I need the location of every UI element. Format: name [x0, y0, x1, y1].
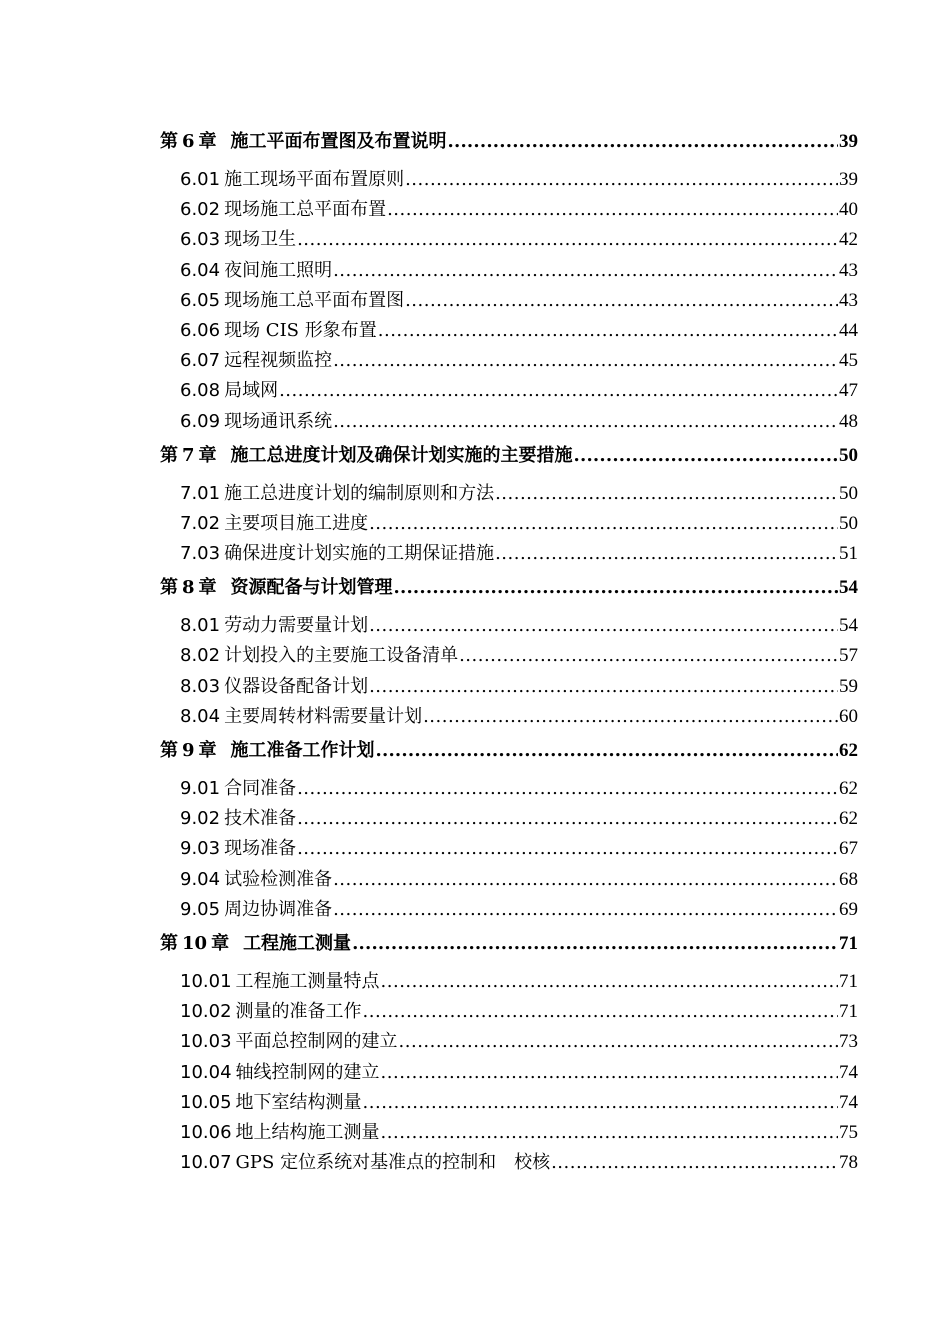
section-number: 10.05	[180, 1091, 232, 1113]
section-label	[180, 225, 296, 255]
section-number: 8.01	[180, 615, 221, 637]
toc-section-entry[interactable]	[160, 804, 858, 834]
section-title: 局域网	[224, 380, 279, 402]
table-of-contents	[160, 126, 858, 1178]
chapter-suffix: 章	[198, 131, 217, 152]
toc-section-entry[interactable]	[160, 407, 858, 437]
toc-chapter-entry[interactable]	[160, 735, 858, 767]
section-number: 9.03	[180, 838, 221, 860]
toc-section-entry[interactable]	[160, 967, 858, 997]
section-title: 现场通讯系统	[224, 410, 333, 432]
section-page-number: 42	[839, 229, 858, 251]
section-page-number: 51	[839, 543, 858, 565]
section-page-number: 48	[839, 410, 858, 432]
section-title: 现场 CIS 形象布置	[224, 319, 377, 341]
section-title: 现场卫生	[224, 229, 297, 251]
chapter-title: 资源配备与计划管理	[230, 577, 393, 599]
section-number: 6.02	[180, 199, 221, 221]
chapter-label	[160, 928, 351, 960]
section-label	[180, 702, 422, 732]
dot-leader	[551, 1148, 838, 1178]
section-label	[180, 834, 296, 864]
section-label	[180, 346, 332, 376]
section-number: 7.03	[180, 543, 221, 565]
section-title: 仪器设备配备计划	[224, 675, 369, 697]
section-number: 6.09	[180, 410, 221, 432]
chapter-number: 7	[182, 444, 195, 466]
section-title: 夜间施工照明	[224, 259, 333, 281]
section-title: 平面总控制网的建立	[235, 1031, 398, 1053]
section-number: 10.03	[180, 1031, 232, 1053]
section-page-number: 54	[839, 615, 858, 637]
section-label	[180, 967, 380, 997]
section-number: 9.05	[180, 898, 221, 920]
section-page-number: 69	[839, 898, 858, 920]
section-label	[180, 804, 296, 834]
toc-section-entry[interactable]	[160, 641, 858, 671]
section-number: 8.02	[180, 645, 221, 667]
section-page-number: 50	[839, 512, 858, 534]
chapter-prefix: 第	[160, 577, 178, 599]
toc-section-entry[interactable]	[160, 611, 858, 641]
dot-leader	[376, 735, 838, 767]
chapter-title: 工程施工测量	[243, 932, 352, 954]
dot-leader	[387, 195, 838, 225]
section-title: 主要项目施工进度	[224, 512, 369, 534]
toc-section-entry[interactable]	[160, 286, 858, 316]
dot-leader	[405, 286, 838, 316]
chapter-label	[160, 735, 375, 767]
section-number: 9.04	[180, 868, 221, 890]
section-label	[180, 641, 458, 671]
section-label	[180, 865, 332, 895]
dot-leader	[297, 774, 838, 804]
section-number: 8.03	[180, 675, 221, 697]
chapter-page-number: 54	[839, 577, 858, 599]
section-label	[180, 509, 368, 539]
chapter-title: 施工准备工作计划	[230, 740, 375, 761]
section-title: 劳动力需要量计划	[224, 615, 369, 637]
toc-chapter-entry[interactable]	[160, 440, 858, 472]
section-label	[180, 611, 368, 641]
dot-leader	[333, 895, 838, 925]
section-page-number: 73	[839, 1031, 858, 1053]
section-number: 6.03	[180, 229, 221, 251]
chapter-page-number: 71	[839, 932, 858, 954]
section-label	[180, 256, 332, 286]
section-number: 6.04	[180, 259, 221, 281]
section-page-number: 43	[839, 289, 858, 311]
section-number: 10.07	[180, 1152, 232, 1174]
section-title: 轴线控制网的建立	[235, 1061, 380, 1083]
dot-leader	[369, 672, 838, 702]
section-label	[180, 997, 362, 1027]
dot-leader	[574, 440, 838, 472]
section-page-number: 68	[839, 868, 858, 890]
dot-leader	[369, 611, 838, 641]
toc-section-entry[interactable]	[160, 256, 858, 286]
dot-leader	[399, 1027, 838, 1057]
dot-leader	[423, 702, 838, 732]
section-label	[180, 1027, 398, 1057]
toc-section-entry[interactable]	[160, 509, 858, 539]
toc-chapter-entry[interactable]	[160, 928, 858, 960]
section-page-number: 57	[839, 645, 858, 667]
toc-section-entry[interactable]	[160, 539, 858, 569]
section-title: 现场施工总平面布置图	[224, 289, 405, 311]
section-title: 施工总进度计划的编制原则和方法	[224, 482, 495, 504]
toc-section-entry[interactable]	[160, 195, 858, 225]
dot-leader	[381, 1058, 838, 1088]
chapter-prefix: 第	[160, 740, 178, 761]
section-label	[180, 895, 332, 925]
section-title: 技术准备	[224, 808, 297, 830]
dot-leader	[333, 256, 838, 286]
toc-section-entry[interactable]	[160, 346, 858, 376]
section-title: 地上结构施工测量	[235, 1121, 380, 1143]
section-title: 现场准备	[224, 838, 297, 860]
section-title: 合同准备	[224, 778, 297, 799]
dot-leader	[378, 316, 838, 346]
dot-leader	[333, 346, 838, 376]
section-number: 10.04	[180, 1061, 232, 1083]
section-title: 试验检测准备	[224, 868, 333, 890]
section-page-number: 62	[839, 778, 858, 799]
section-label	[180, 316, 377, 346]
chapter-title: 施工总进度计划及确保计划实施的主要措施	[230, 444, 573, 466]
section-title: GPS 定位系统对基准点的控制和 校核	[235, 1152, 551, 1174]
dot-leader	[495, 539, 838, 569]
chapter-prefix: 第	[160, 131, 178, 152]
section-page-number: 39	[839, 169, 858, 190]
toc-section-entry[interactable]	[160, 1058, 858, 1088]
toc-section-entry[interactable]	[160, 672, 858, 702]
chapter-number: 8	[182, 577, 195, 599]
section-label	[180, 479, 494, 509]
section-title: 主要周转材料需要量计划	[224, 705, 423, 727]
section-label	[180, 286, 404, 316]
dot-leader	[333, 865, 838, 895]
toc-section-entry[interactable]	[160, 225, 858, 255]
section-label	[180, 407, 332, 437]
chapter-label	[160, 572, 393, 604]
dot-leader	[459, 641, 838, 671]
section-number: 7.02	[180, 512, 221, 534]
section-page-number: 40	[839, 199, 858, 221]
section-number: 9.02	[180, 808, 221, 830]
dot-leader	[363, 1088, 838, 1118]
chapter-suffix: 章	[198, 444, 217, 466]
section-page-number: 75	[839, 1121, 858, 1143]
toc-chapter-entry[interactable]	[160, 126, 858, 158]
toc-section-entry[interactable]	[160, 1027, 858, 1057]
section-label	[180, 376, 278, 406]
section-page-number: 74	[839, 1091, 858, 1113]
toc-section-entry[interactable]	[160, 1118, 858, 1148]
section-label	[180, 1118, 380, 1148]
section-title: 周边协调准备	[224, 898, 333, 920]
chapter-label	[160, 440, 573, 472]
section-number: 10.01	[180, 970, 232, 992]
section-title: 现场施工总平面布置	[224, 199, 387, 221]
toc-section-entry[interactable]	[160, 702, 858, 732]
toc-chapter-entry[interactable]	[160, 572, 858, 604]
section-number: 9.01	[180, 778, 221, 799]
section-label	[180, 165, 404, 195]
section-label	[180, 1088, 362, 1118]
section-label	[180, 1148, 550, 1178]
section-label	[180, 539, 494, 569]
chapter-number: 10	[182, 932, 208, 954]
section-title: 工程施工测量特点	[235, 970, 380, 992]
section-label	[180, 195, 386, 225]
chapter-title: 施工平面布置图及布置说明	[230, 131, 447, 152]
dot-leader	[394, 572, 838, 604]
section-page-number: 74	[839, 1061, 858, 1083]
section-label	[180, 672, 368, 702]
section-page-number: 43	[839, 259, 858, 281]
section-number: 6.01	[180, 169, 221, 190]
toc-section-entry[interactable]	[160, 1148, 858, 1178]
toc-section-entry[interactable]	[160, 865, 858, 895]
chapter-page-number: 62	[839, 740, 858, 761]
toc-section-entry[interactable]	[160, 165, 858, 195]
toc-section-entry[interactable]	[160, 834, 858, 864]
dot-leader	[333, 407, 838, 437]
toc-section-entry[interactable]	[160, 895, 858, 925]
section-number: 10.06	[180, 1121, 232, 1143]
section-number: 8.04	[180, 705, 221, 727]
dot-leader	[381, 967, 838, 997]
dot-leader	[352, 928, 838, 960]
section-title: 地下室结构测量	[235, 1091, 362, 1113]
dot-leader	[363, 997, 838, 1027]
section-page-number: 45	[839, 350, 858, 372]
toc-section-entry[interactable]	[160, 997, 858, 1027]
section-number: 7.01	[180, 482, 221, 504]
section-number: 6.05	[180, 289, 221, 311]
chapter-page-number: 39	[839, 131, 858, 152]
toc-section-entry[interactable]	[160, 376, 858, 406]
dot-leader	[405, 165, 838, 195]
dot-leader	[381, 1118, 838, 1148]
section-title: 远程视频监控	[224, 350, 333, 372]
toc-section-entry[interactable]	[160, 1088, 858, 1118]
chapter-page-number: 50	[839, 444, 858, 466]
section-page-number: 67	[839, 838, 858, 860]
chapter-number: 9	[182, 740, 195, 761]
section-number: 6.08	[180, 380, 221, 402]
section-number: 10.02	[180, 1001, 232, 1023]
section-page-number: 62	[839, 808, 858, 830]
section-title: 计划投入的主要施工设备清单	[224, 645, 459, 667]
section-page-number: 47	[839, 380, 858, 402]
chapter-number: 6	[182, 131, 195, 152]
chapter-suffix: 章	[211, 932, 230, 954]
section-page-number: 59	[839, 675, 858, 697]
dot-leader	[297, 804, 838, 834]
section-page-number: 71	[839, 1001, 858, 1023]
chapter-suffix: 章	[198, 577, 217, 599]
chapter-suffix: 章	[198, 740, 217, 761]
dot-leader	[448, 126, 838, 158]
toc-section-entry[interactable]	[160, 316, 858, 346]
toc-section-entry[interactable]	[160, 774, 858, 804]
dot-leader	[279, 376, 838, 406]
section-page-number: 60	[839, 705, 858, 727]
section-page-number: 50	[839, 482, 858, 504]
section-label	[180, 774, 296, 804]
chapter-label	[160, 126, 447, 158]
dot-leader	[297, 225, 838, 255]
section-page-number: 44	[839, 319, 858, 341]
dot-leader	[369, 509, 838, 539]
section-number: 6.06	[180, 319, 221, 341]
section-page-number: 78	[839, 1152, 858, 1174]
section-page-number: 71	[839, 970, 858, 992]
toc-section-entry[interactable]	[160, 479, 858, 509]
chapter-prefix: 第	[160, 444, 178, 466]
section-label	[180, 1058, 380, 1088]
section-title: 确保进度计划实施的工期保证措施	[224, 543, 495, 565]
section-title: 施工现场平面布置原则	[224, 169, 405, 190]
chapter-prefix: 第	[160, 932, 178, 954]
section-title: 测量的准备工作	[235, 1001, 362, 1023]
section-number: 6.07	[180, 350, 221, 372]
dot-leader	[297, 834, 838, 864]
dot-leader	[495, 479, 838, 509]
